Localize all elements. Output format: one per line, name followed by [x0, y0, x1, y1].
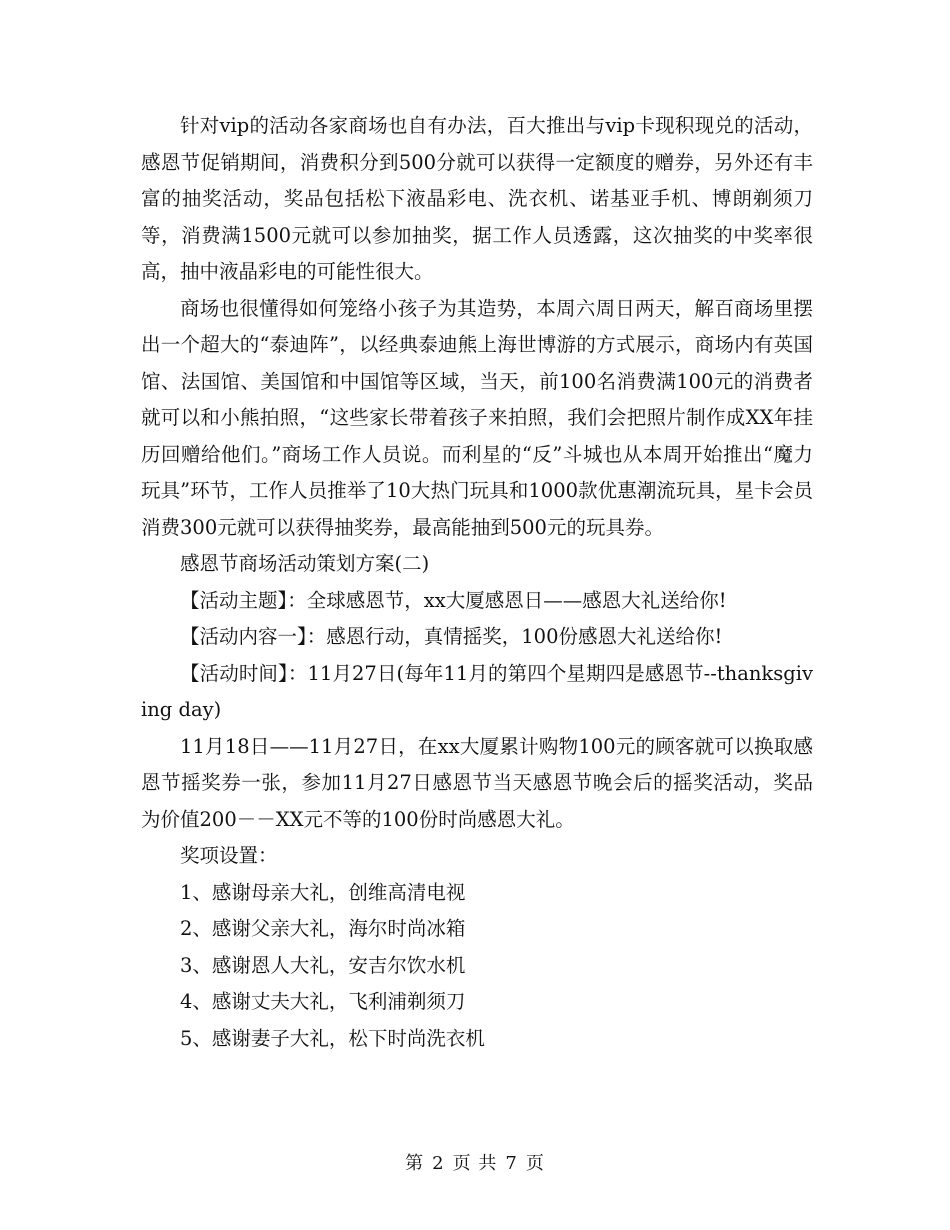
- paragraph-teddy-bear-event: 商场也很懂得如何笼络小孩子为其造势，本周六周日两天，解百商场里摆出一个超大的“泰迪阵”，以经典泰迪熊上海世博游的方式展示，商场内有英国馆、法国馆、美国馆和中国馆等区域，当天，前100名消费满100元的消费者就可以和小熊拍照，“这些家长带着孩子来拍照，我们会把照片制作成XX年挂历回赠给他们。”商场工作人员说。而利星的“反”斗城也从本周开始推出“魔力玩具”环节，工作人员推举了10大热门玩具和1000款优惠潮流玩具，星卡会员消费300元就可以获得抽奖券，最高能抽到500元的玩具券。: [141, 296, 813, 539]
- activity-theme: 【活动主题】：全球感恩节，xx大厦感恩日——感恩大礼送给你!: [180, 588, 727, 612]
- prize-item-5: 5、感谢妻子大礼，松下时尚洗衣机: [180, 1026, 485, 1050]
- activity-content: 【活动内容一】：感恩行动，真情摇奖，100份感恩大礼送给你!: [180, 625, 723, 648]
- prize-item-4: 4、感谢丈夫大礼，飞利浦剃须刀: [180, 990, 466, 1013]
- section-heading: 感恩节商场活动策划方案(二): [180, 552, 430, 575]
- prize-item-3: 3、感谢恩人大礼，安吉尔饮水机: [180, 953, 466, 977]
- footer-current-page: 2: [432, 1153, 445, 1174]
- paragraph-lottery-rules: 11月18日——11月27日，在xx大厦累计购物100元的顾客就可以换取感恩节摇奖券一张，参加11月27日感恩节当天感恩节晚会后的摇奖活动，奖品为价值200－－XX元不等的100份时尚感恩大礼。: [141, 734, 813, 831]
- activity-time: 【活动时间】：11月27日(每年11月的第四个星期四是感恩节--thanksgiving day): [141, 661, 813, 721]
- prize-item-1: 1、感谢母亲大礼，创维高清电视: [180, 880, 466, 904]
- prize-item-2: 2、感谢父亲大礼，海尔时尚冰箱: [180, 917, 466, 940]
- prize-settings-heading: 奖项设置：: [180, 844, 278, 867]
- document-body: [141, 108, 813, 1057]
- paragraph-vip-promotion: 针对vip的活动各家商场也自有办法，百大推出与vip卡现积现兑的活动，感恩节促销期间，消费积分到500分就可以获得一定额度的赠券，另外还有丰富的抽奖活动，奖品包括松下液晶彩电、洗衣机、诺基亚手机、博朗剃须刀等，消费满1500元就可以参加抽奖，据工作人员透露，这次抽奖的中奖率很高，抽中液晶彩电的可能性很大。: [141, 114, 813, 283]
- footer-total-pages: 7: [505, 1153, 518, 1174]
- footer-middle: 页 共: [452, 1153, 498, 1174]
- footer-prefix: 第: [405, 1153, 425, 1174]
- page-number-footer: [0, 1152, 950, 1176]
- footer-suffix: 页: [525, 1153, 545, 1174]
